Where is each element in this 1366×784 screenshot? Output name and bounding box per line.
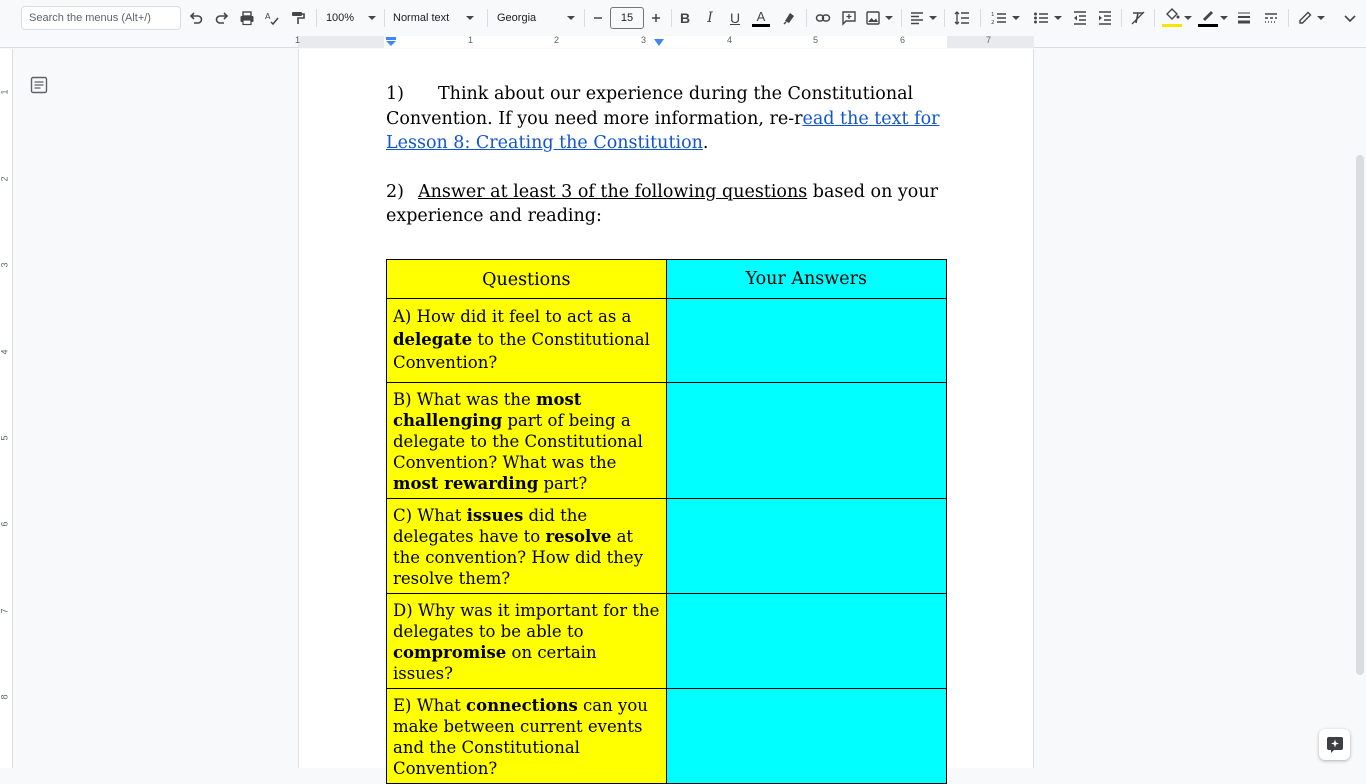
question-text: on certain issues?	[393, 643, 597, 683]
insert-image-icon[interactable]	[865, 6, 893, 30]
ruler-number: 4	[0, 349, 10, 355]
vertical-scrollbar[interactable]	[1356, 155, 1364, 675]
answer-cell[interactable]	[666, 689, 946, 784]
chevron-down-icon	[567, 16, 575, 20]
question-keyword: resolve	[545, 527, 612, 546]
ruler-number: 5	[0, 435, 10, 441]
decrease-indent-icon[interactable]	[1071, 6, 1089, 30]
question-text: at the convention? How did they resolve them?	[393, 527, 644, 588]
document-body[interactable]	[386, 82, 946, 229]
answer-cell[interactable]	[666, 499, 946, 594]
redo-icon[interactable]	[213, 6, 231, 30]
ruler-number: 3	[641, 35, 647, 45]
question-text: did the delegates have to	[393, 506, 588, 546]
highlight-icon[interactable]	[780, 6, 798, 30]
document-outline-icon[interactable]	[30, 76, 48, 99]
font-family-value: Georgia	[497, 12, 537, 24]
question-cell[interactable]	[387, 689, 667, 784]
line-spacing-icon[interactable]	[952, 6, 972, 30]
paragraph-text: Think about our experience during the Constitutional Convention. If you need more information, re-r	[386, 84, 914, 129]
ruler-number: 2	[0, 176, 10, 182]
chevron-down-icon	[1054, 16, 1062, 20]
numbered-list-icon[interactable]	[988, 6, 1022, 30]
zoom-value: 100%	[325, 12, 355, 24]
lesson-8-link[interactable]: ead the text for Lesson 8: Creating the Constitution	[386, 108, 940, 153]
ruler-number: 6	[0, 521, 10, 527]
ruler-number: 7	[0, 608, 10, 614]
svg-text:1: 1	[990, 12, 994, 18]
align-icon[interactable]	[909, 6, 937, 30]
question-cell[interactable]	[387, 499, 667, 594]
chevron-down-icon	[1220, 16, 1228, 20]
question-text: D) Why was it important for the delegates to be able to	[393, 601, 660, 641]
ruler-number: 1	[295, 35, 301, 45]
questions-table	[386, 259, 947, 784]
question-text: can you make between current events and the Constitutional Convention?	[393, 696, 648, 778]
zoom-select[interactable]	[326, 6, 376, 30]
horizontal-ruler[interactable]	[0, 36, 1366, 48]
ruler-number: 7	[986, 35, 992, 45]
paint-format-icon[interactable]	[289, 6, 307, 30]
question-cell[interactable]	[387, 299, 667, 383]
question-text: B) What was the	[393, 390, 537, 409]
increase-font-size-button[interactable]	[647, 6, 665, 30]
ruler-left-margin	[298, 36, 384, 48]
document-page[interactable]	[298, 49, 1034, 778]
explore-sparkle-icon	[1326, 736, 1344, 754]
ruler-number: 3	[0, 262, 10, 268]
undo-icon[interactable]	[187, 6, 205, 30]
paragraph-style-value: Normal text	[393, 12, 450, 24]
table-row	[387, 299, 947, 383]
answer-cell[interactable]	[666, 594, 946, 689]
link-icon[interactable]	[814, 6, 832, 30]
paragraph-end: .	[702, 133, 709, 153]
ruler-number: 1	[0, 89, 10, 95]
question-keyword: most rewarding	[393, 474, 539, 493]
list-number: 1)	[386, 84, 404, 104]
collapse-toolbar-icon[interactable]	[1341, 6, 1359, 30]
paragraph-style-select[interactable]	[393, 6, 478, 30]
border-dash-icon[interactable]	[1262, 6, 1280, 30]
bulleted-list-icon[interactable]	[1030, 6, 1064, 30]
ruler-band	[298, 36, 1034, 48]
answers-header[interactable]: Your Answers	[666, 260, 946, 299]
paragraph-text: based on your experience and reading:	[386, 181, 938, 226]
instruction-underlined: Answer at least 3 of the following questions	[418, 181, 808, 202]
ruler-number: 2	[554, 35, 560, 45]
question-keyword: compromise	[393, 643, 507, 662]
text-color-icon[interactable]: A	[751, 6, 771, 30]
question-cell[interactable]	[387, 594, 667, 689]
font-size-input[interactable]	[610, 7, 644, 29]
question-keyword: most challenging	[393, 390, 582, 430]
question-text: part of being a delegate to the Constitutional Convention? What was the	[393, 411, 643, 472]
table-row	[387, 383, 947, 499]
border-color-icon[interactable]	[1161, 6, 1193, 30]
question-text: C) What	[393, 506, 467, 525]
underline-icon[interactable]: U	[729, 10, 741, 26]
add-comment-icon[interactable]	[840, 6, 858, 30]
spellcheck-icon[interactable]	[263, 6, 281, 30]
question-text: E) What	[393, 696, 467, 715]
table-header-row	[387, 260, 947, 299]
ruler-number: 8	[0, 694, 10, 700]
border-weight-icon[interactable]	[1235, 6, 1253, 30]
bold-icon[interactable]: B	[679, 10, 691, 26]
pen-color-swatch	[1198, 24, 1218, 27]
table-row	[387, 689, 947, 784]
vertical-ruler[interactable]	[0, 49, 13, 768]
question-text: A) How did it feel to act as a	[393, 307, 632, 326]
table-row	[387, 499, 947, 594]
italic-icon[interactable]: I	[707, 10, 713, 26]
table-row	[387, 594, 947, 689]
chevron-down-icon	[466, 16, 474, 20]
questions-header[interactable]: Questions	[387, 260, 667, 299]
ruler-number: 4	[727, 35, 733, 45]
chevron-down-icon	[1012, 16, 1020, 20]
question-keyword: delegate	[393, 330, 473, 349]
question-text: to the Constitutional Convention?	[393, 330, 650, 372]
question-keyword: issues	[466, 506, 524, 525]
question-cell[interactable]	[387, 383, 667, 499]
answer-cell[interactable]	[666, 383, 946, 499]
toolbar	[0, 0, 1366, 36]
font-family-select[interactable]	[497, 6, 581, 30]
ruler-number: 1	[468, 35, 474, 45]
print-icon[interactable]	[238, 6, 256, 30]
paragraph-2[interactable]	[386, 180, 946, 229]
ruler-number: 6	[900, 35, 906, 45]
increase-indent-icon[interactable]	[1096, 6, 1114, 30]
chevron-down-icon	[1317, 16, 1325, 20]
svg-text:A: A	[265, 12, 271, 21]
search-menus-input[interactable]: Search the menus (Alt+/)	[21, 6, 181, 30]
editing-mode-pen-icon[interactable]	[1295, 6, 1327, 30]
clear-formatting-icon[interactable]	[1129, 6, 1147, 30]
question-keyword: connections	[466, 696, 578, 715]
chevron-down-icon	[885, 16, 893, 20]
ruler-number: 5	[813, 35, 819, 45]
paragraph-1[interactable]	[386, 82, 946, 156]
explore-button[interactable]	[1319, 729, 1350, 760]
answer-cell[interactable]	[666, 299, 946, 383]
chevron-down-icon	[1184, 16, 1192, 20]
border-width-pen-icon[interactable]	[1197, 6, 1229, 30]
chevron-down-icon	[929, 16, 937, 20]
left-indent-marker-icon[interactable]	[385, 37, 397, 47]
svg-text:2: 2	[990, 20, 994, 26]
font-size-value: 15	[620, 12, 634, 24]
list-number: 2)	[386, 181, 404, 202]
highlight-swatch	[1162, 24, 1182, 27]
right-indent-marker-icon[interactable]	[653, 39, 665, 47]
chevron-down-icon	[368, 16, 376, 20]
decrease-font-size-button[interactable]	[589, 6, 607, 30]
question-text: part?	[538, 474, 588, 493]
text-color-swatch	[752, 24, 770, 27]
